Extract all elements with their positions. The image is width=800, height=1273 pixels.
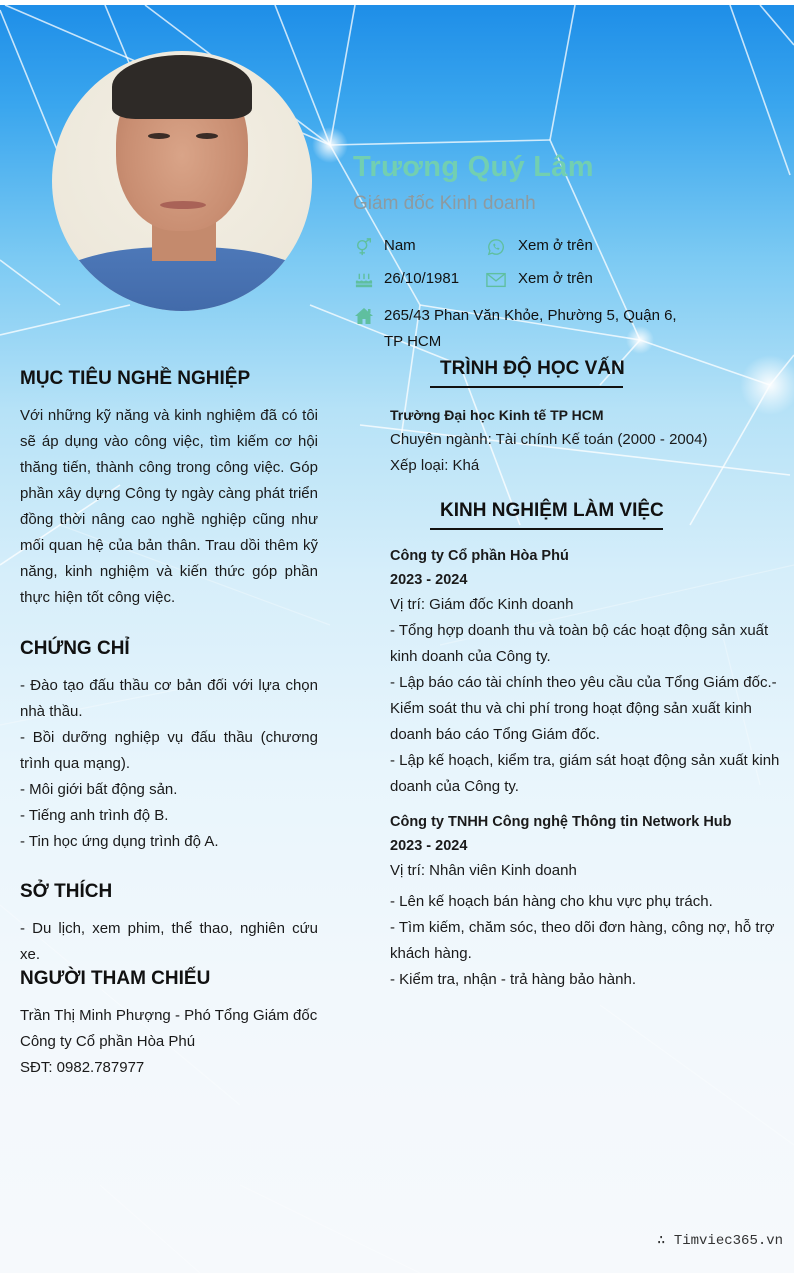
objective-text: Với những kỹ năng và kinh nghiệm đã có tôi sẽ áp dụng vào công việc, tìm kiếm cơ hội thăng tiến, thành công trong công việc. Góp phần xây dựng Công ty ngày càng phát triển đồng thời nâng cao nghề nghiệp cũng như mối quan hệ của bản thân. Trau dồi thêm kỹ năng, kinh nghiệm và kiến thức góp phần thực hiện tốt công việc. <box>20 407 318 606</box>
job-entry <box>390 544 780 800</box>
certificate-item: - Bồi dưỡng nghiệp vụ đấu thầu (chương trình qua mạng). <box>20 729 318 772</box>
section-references <box>20 968 318 1081</box>
hobbies-text: - Du lịch, xem phim, thể thao, nghiên cứu xe. <box>20 920 318 963</box>
photo-eye-right <box>196 133 218 139</box>
job-period: 2023 - 2024 <box>390 572 468 588</box>
job-duty: - Lập báo cáo tài chính theo yêu cầu của Tổng Giám đốc.- Kiểm soát thu và chi phí trong hoạt động sản xuất kinh doanh báo cáo Tổng Giám đốc. <box>390 674 777 743</box>
cv-page <box>0 5 794 1273</box>
email-value: Xem ở trên <box>518 270 593 287</box>
info-gender <box>353 237 416 257</box>
section-education <box>390 403 780 479</box>
info-birthday <box>353 270 459 290</box>
certificate-item: - Đào tạo đấu thầu cơ bản đối với lựa chọn nhà thầu. <box>20 677 318 720</box>
candidate-name: Trương Quý Lâm <box>353 151 594 183</box>
birthday-cake-icon <box>353 270 375 290</box>
job-company: Công ty Cổ phần Hòa Phú <box>390 548 569 564</box>
photo-eye-left <box>148 133 170 139</box>
job-duty: - Tổng hợp doanh thu và toàn bộ các hoạt động sản xuất kinh doanh của Công ty. <box>390 622 769 665</box>
candidate-job-title: Giám đốc Kinh doanh <box>353 193 536 214</box>
job-period: 2023 - 2024 <box>390 838 468 854</box>
certificate-item: - Tiếng anh trình độ B. <box>20 807 169 824</box>
job-entry <box>390 810 780 993</box>
envelope-icon <box>485 270 507 290</box>
whatsapp-phone-icon <box>485 237 507 257</box>
home-icon <box>353 306 375 326</box>
reference-line: Công ty Cổ phần Hòa Phú <box>20 1033 196 1050</box>
education-heading: TRÌNH ĐỘ HỌC VẤN <box>440 358 625 379</box>
info-address <box>353 306 694 355</box>
photo-hair <box>112 55 252 119</box>
references-heading: NGƯỜI THAM CHIẾU <box>20 968 211 989</box>
experience-underline <box>430 528 663 530</box>
objective-heading: MỤC TIÊU NGHỀ NGHIỆP <box>20 368 251 389</box>
address-value: 265/43 Phan Văn Khỏe, Phường 5, Quận 6, TP HCM <box>384 307 677 350</box>
section-objective <box>20 368 318 611</box>
education-school: Trường Đại học Kinh tế TP HCM <box>390 407 604 423</box>
job-company: Công ty TNHH Công nghệ Thông tin Network Hub <box>390 814 732 830</box>
job-duty: - Kiểm tra, nhận - trả hàng bảo hành. <box>390 971 636 988</box>
info-phone <box>485 237 593 257</box>
info-email <box>485 270 593 290</box>
timviec365-watermark: ∴ Timviec365.vn <box>657 1233 784 1249</box>
education-grade: Xếp loại: Khá <box>390 457 480 474</box>
education-major: Chuyên ngành: Tài chính Kế toán (2000 - 2004) <box>390 431 708 448</box>
job-position: Vị trí: Giám đốc Kinh doanh <box>390 596 574 613</box>
certificate-item: - Tin học ứng dụng trình độ A. <box>20 833 219 850</box>
certificate-item: - Môi giới bất động sản. <box>20 781 178 798</box>
hobbies-heading: SỞ THÍCH <box>20 881 113 902</box>
section-hobbies <box>20 881 318 968</box>
certificates-heading: CHỨNG CHỈ <box>20 638 130 659</box>
education-underline <box>430 386 623 388</box>
section-certificates <box>20 638 318 855</box>
profile-photo <box>52 51 312 311</box>
job-duty: - Tìm kiếm, chăm sóc, theo dõi đơn hàng, công nợ, hỗ trợ khách hàng. <box>390 919 775 962</box>
reference-line: Trần Thị Minh Phượng - Phó Tổng Giám đốc <box>20 1007 318 1024</box>
reference-line: SĐT: 0982.787977 <box>20 1059 145 1076</box>
job-position: Vị trí: Nhân viên Kinh doanh <box>390 862 577 879</box>
gender-icon <box>353 237 375 257</box>
job-duty: - Lên kế hoạch bán hàng cho khu vực phụ trách. <box>390 893 713 910</box>
job-duty: - Lập kế hoạch, kiểm tra, giám sát hoạt động sản xuất kinh doanh của Công ty. <box>390 752 780 795</box>
photo-mouth <box>160 201 206 209</box>
experience-heading: KINH NGHIỆM LÀM VIỆC <box>440 500 664 521</box>
gender-value: Nam <box>384 237 416 254</box>
birthday-value: 26/10/1981 <box>384 270 460 287</box>
phone-value: Xem ở trên <box>518 237 593 254</box>
